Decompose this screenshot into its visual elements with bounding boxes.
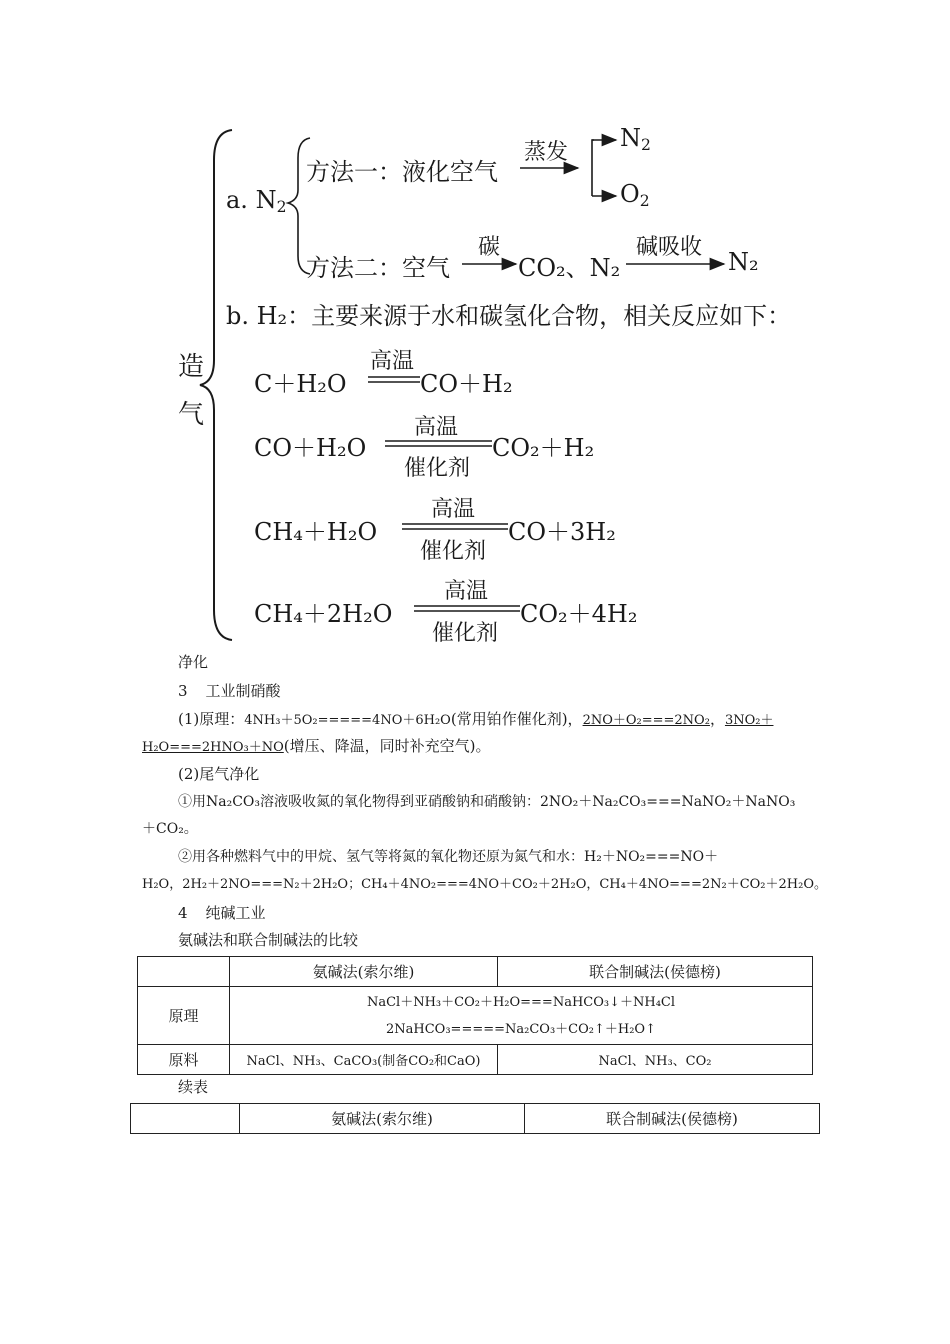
table1-material-hou: NaCl、NH₃、CO₂ [498, 1045, 813, 1075]
reaction1-right: CO＋H₂ [420, 370, 513, 398]
table2-header-hou: 联合制碱法(侯德榜) [525, 1104, 820, 1134]
reaction3-right: CO＋3H₂ [508, 518, 616, 546]
comparison-table [137, 956, 813, 1075]
method1-arrow-label: 蒸发 [524, 140, 569, 165]
table1-principle-label: 原理 [138, 987, 230, 1045]
method2-out: N₂ [728, 248, 759, 276]
jinghua-label: 净化 [178, 653, 209, 671]
reaction1-top: 高温 [370, 349, 415, 374]
reaction2-bottom: 催化剂 [404, 456, 471, 481]
section3-heading: 3 工业制硝酸 [178, 682, 281, 700]
tail-gas-heading: (2)尾气净化 [178, 765, 260, 783]
tail-gas-line1: ①用Na₂CO₃溶液吸收氮的氧化物得到亚硝酸钠和硝酸钠：2NO₂＋Na₂CO₃===NaNO₂＋NaNO₃ [178, 794, 796, 810]
method2-arrow1-label: 碳 [478, 235, 501, 260]
reaction4-left: CH₄＋2H₂O [254, 600, 393, 628]
reaction2-top: 高温 [414, 415, 459, 440]
tail-gas-line3: ②用各种燃料气中的甲烷、氢气等将氮的氧化物还原为氮气和水：H₂＋NO₂===NO＋ [178, 849, 719, 865]
reaction4-top: 高温 [444, 579, 489, 604]
principle-line2: H₂O===2HNO₃＋NO(增压、降温，同时补充空气)。 [142, 737, 491, 755]
table1-material-solvay: NaCl、NH₃、CaCO₃(制备CO₂和CaO) [230, 1045, 498, 1075]
a-n2-label: a. $N_2$ [226, 186, 287, 216]
table2-corner [131, 1104, 240, 1134]
method2-arrow2-label: 碱吸收 [636, 235, 703, 260]
continued-label: 续表 [178, 1078, 209, 1096]
table1-material-label: 原料 [138, 1045, 230, 1075]
reaction3-bottom: 催化剂 [420, 539, 487, 564]
method2-text: 方法二：空气 [306, 254, 450, 282]
section4-heading: 4 纯碱工业 [178, 904, 266, 922]
reaction2-left: CO＋H₂O [254, 434, 367, 462]
continued-table [130, 1103, 820, 1134]
tail-gas-line4: H₂O，2H₂＋2NO===N₂＋2H₂O；CH₄＋4NO₂===4NO＋CO₂＋2H₂O，CH₄＋4NO===2N₂＋CO₂＋2H₂O。 [142, 877, 827, 892]
compare-caption: 氨碱法和联合制碱法的比较 [178, 931, 359, 949]
method2-mid: CO₂、N₂ [518, 254, 621, 282]
table1-corner [138, 957, 230, 987]
m1-n2: $N_2$ [620, 124, 651, 154]
table1-header-hou: 联合制碱法(侯德榜) [498, 957, 813, 987]
table1-principle-cell [230, 987, 813, 1045]
m1-o2: $O_2$ [620, 180, 650, 210]
reaction1-left: C＋H₂O [254, 370, 347, 398]
reaction2-right: CO₂＋H₂ [492, 434, 595, 462]
reaction3-top: 高温 [431, 497, 476, 522]
zaoqi-label-2: 气 [178, 400, 205, 430]
reaction4-right: CO₂＋4H₂ [520, 600, 638, 628]
tail-gas-line2: ＋CO₂。 [142, 821, 198, 837]
principle-eq2: 2NaHCO₃=====Na₂CO₃＋CO₂↑＋H₂O↑ [386, 1021, 656, 1037]
method1-text: 方法一：液化空气 [306, 158, 498, 186]
split-bracket [592, 140, 594, 196]
reaction3-left: CH₄＋H₂O [254, 518, 378, 546]
b-h2-line: b. H₂：主要来源于水和碳氢化合物，相关反应如下： [226, 302, 792, 330]
table2-header-solvay: 氨碱法(索尔维) [240, 1104, 525, 1134]
principle-line1: (1)原理：4NH₃＋5O₂=====4NO＋6H₂O(常用铂作催化剂)，2NO＋O₂===2NO₂，3NO₂＋ [178, 710, 774, 728]
principle-eq1: NaCl＋NH₃＋CO₂＋H₂O===NaHCO₃↓＋NH₄Cl [366, 994, 676, 1010]
zaoqi-label-1: 造 [178, 352, 205, 382]
table1-header-solvay: 氨碱法(索尔维) [230, 957, 498, 987]
reaction4-bottom: 催化剂 [432, 621, 499, 646]
